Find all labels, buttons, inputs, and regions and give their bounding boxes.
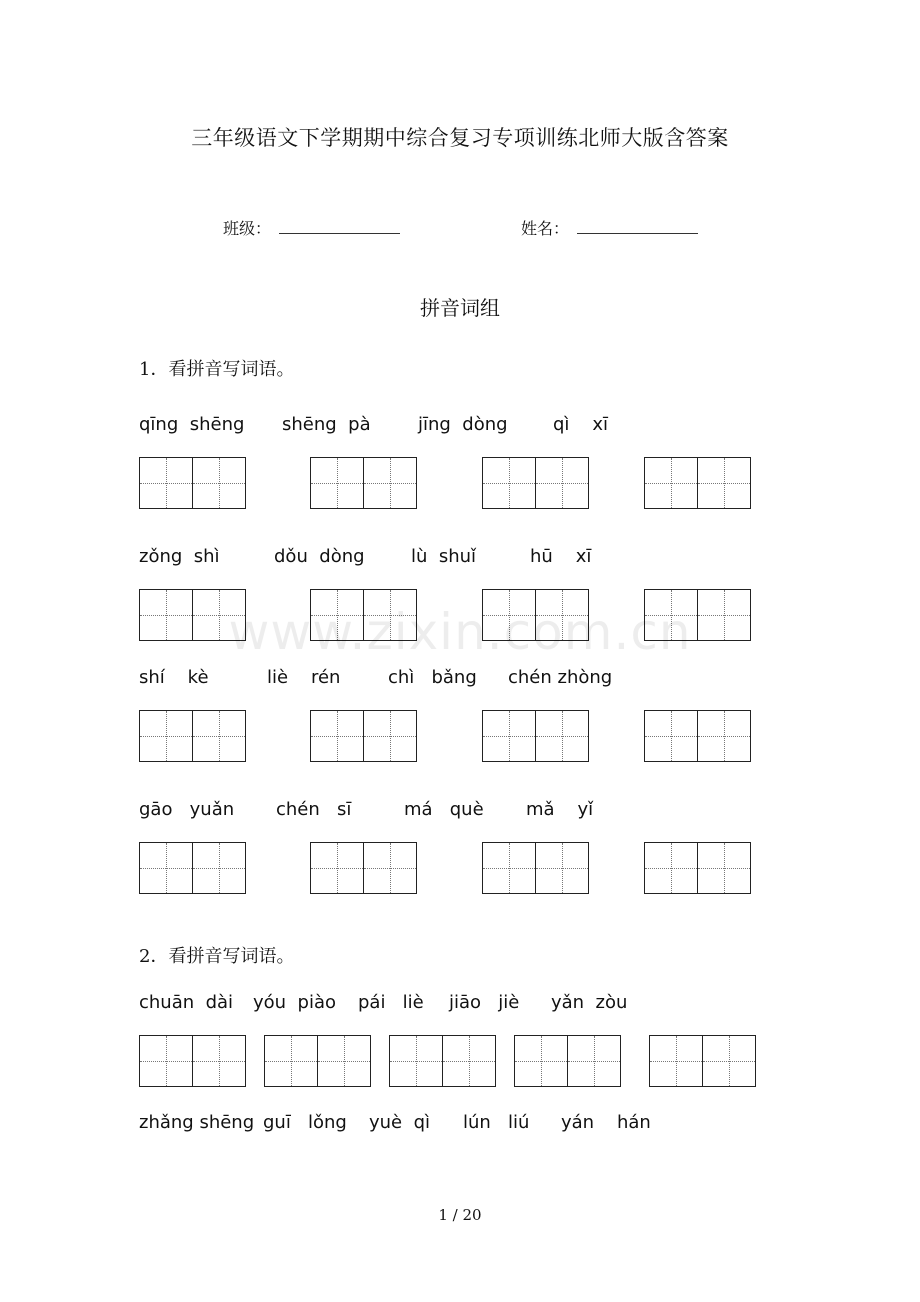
pinyin-word: chén sī <box>276 799 352 820</box>
class-label: 班级： <box>223 219 272 238</box>
writing-grid[interactable] <box>139 457 246 509</box>
pinyin-word: má què <box>404 799 484 820</box>
section-title: 拼音词组 <box>420 296 500 320</box>
writing-grid[interactable] <box>649 1035 756 1087</box>
pinyin-word: shēng pà <box>282 414 371 435</box>
name-blank[interactable] <box>577 233 698 234</box>
pinyin-word: qì xī <box>553 414 608 435</box>
pinyin-word: liè rén <box>267 667 341 688</box>
pinyin-word: shí kè <box>139 667 209 688</box>
pinyin-word: chén zhòng <box>508 667 613 688</box>
writing-grid[interactable] <box>482 457 589 509</box>
pinyin-word: dǒu dòng <box>274 546 365 567</box>
writing-grid[interactable] <box>310 842 417 894</box>
pinyin-word: lù shuǐ <box>411 546 477 567</box>
writing-grid[interactable] <box>644 710 751 762</box>
pinyin-word: pái liè <box>358 992 424 1013</box>
watermark: www.zixin.com.cn <box>228 603 692 661</box>
writing-grid[interactable] <box>644 457 751 509</box>
writing-grid[interactable] <box>310 457 417 509</box>
writing-grid[interactable] <box>139 842 246 894</box>
pinyin-word: yóu piào <box>253 992 336 1013</box>
pinyin-word: chuān dài <box>139 992 234 1013</box>
pinyin-word: qīng shēng <box>139 414 245 435</box>
pinyin-word: jīng dòng <box>418 414 508 435</box>
writing-grid[interactable] <box>389 1035 496 1087</box>
page-number: 1 / 20 <box>438 1206 482 1224</box>
writing-grid[interactable] <box>482 842 589 894</box>
pinyin-word: zǒng shì <box>139 546 220 567</box>
pinyin-word: zhǎng shēng <box>139 1112 255 1133</box>
writing-grid[interactable] <box>139 710 246 762</box>
pinyin-word: gāo yuǎn <box>139 799 235 820</box>
writing-grid[interactable] <box>310 710 417 762</box>
writing-grid[interactable] <box>644 842 751 894</box>
writing-grid[interactable] <box>264 1035 371 1087</box>
document-title: 三年级语文下学期期中综合复习专项训练北师大版含答案 <box>191 126 729 150</box>
pinyin-word: lún liú <box>463 1112 530 1133</box>
pinyin-word: mǎ yǐ <box>526 799 594 820</box>
pinyin-word: yǎn zòu <box>551 992 628 1013</box>
pinyin-word: guī lǒng <box>263 1112 347 1133</box>
pinyin-word: jiāo jiè <box>449 992 520 1013</box>
pinyin-word: yán hán <box>561 1112 651 1133</box>
pinyin-word: chì bǎng <box>388 667 477 688</box>
pinyin-word: hū xī <box>530 546 592 567</box>
name-label: 姓名： <box>521 219 570 238</box>
writing-grid[interactable] <box>139 1035 246 1087</box>
writing-grid[interactable] <box>482 710 589 762</box>
question-1-label: 1．看拼音写词语。 <box>139 359 295 380</box>
class-blank[interactable] <box>279 233 400 234</box>
pinyin-word: yuè qì <box>369 1112 431 1133</box>
question-2-label: 2．看拼音写词语。 <box>139 946 295 967</box>
writing-grid[interactable] <box>514 1035 621 1087</box>
